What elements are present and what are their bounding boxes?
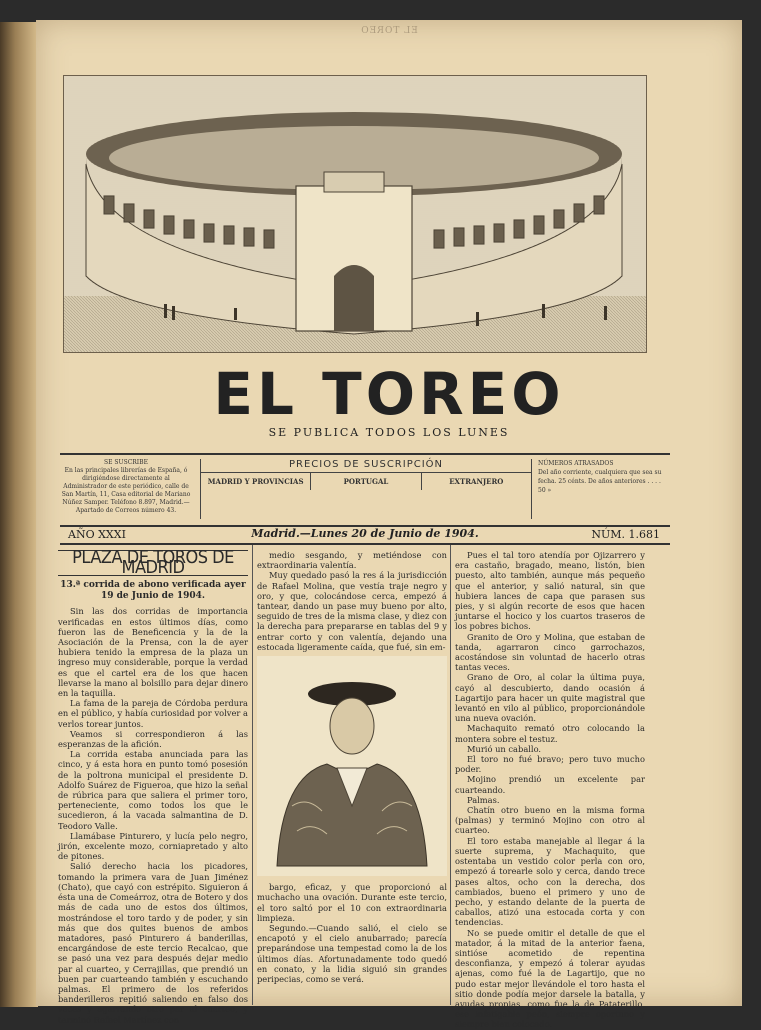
paragraph: Mojino prendió un excelente par cuarteando. [455,774,645,795]
paragraph: Pues el tal toro atendía por Ojizarrero y era castaño, bragado, meano, listón, bien puesto, alto también, aunque más pequeño que el anterior, y salió natural, sin que hubiera lances de capa que parasen sus pies, y si algún recorte de esos que hacen juntarse el hocico y los cuartos traseros de los pobres bichos. [455,550,645,632]
tagline: SE PUBLICA TODOS LOS LUNES [268,426,510,439]
paragraph: bargo, eficaz, y que proporcionó al muchacho una ovación. Durante este tercio, el toro saltó por el 10 con extraordinaria limpieza. [257,882,447,923]
paragraph: Grano de Oro, al colar la última puya, cayó al descubierto, dando ocasión á Lagartijo para hacer un quite magistral que levantó en vilo al público, proporcionándole una nueva ovación. [455,672,645,724]
issue-year: AÑO XXXI [68,528,126,541]
article-column-2 [257,550,447,1010]
back-issues-title: NÚMEROS ATRASADOS [538,460,614,467]
paragraph: Muy quedado pasó la res á la jurisdicción de Rafael Molina, que vestía traje negro y oro, y que, colocándose cerca, empezó á tantear, dando un pase muy bueno por alto, seguido de tres de la misma clase, y diez con la derecha para prepararse en tablas del 9 y entrar corto y con valentía, dejando una estocada ligeramente caída, que fué, sin em- [257,570,447,652]
article-column-1 [58,547,248,1025]
subscription-box [60,453,670,527]
paragraph: Segundo.—Cuando salió, el cielo se encapotó y el cielo anubarrado; parecía preparándose una tempestad como la de los últimos días. Afortunadamente todo quedó en conato, y la lidia siguió sin grandes peripecias, como se verá. [257,923,447,985]
bullring-illustration [64,76,646,352]
back-issues-text: Del año corriente, cualquiera que sea su fecha. 25 cénts. De años anteriores . . . . 50 » [538,469,662,494]
price-col-portugal: PORTUGAL [311,473,421,490]
issue-date: Madrid.—Lunes 20 de Junio de 1904. [251,527,479,540]
paragraph: Machaquito remató otro colocando la montera sobre el testuz. [455,723,645,744]
paragraph: Salió derecho hacia los picadores, tomando la primera vara de Juan Jiménez (Chato), que cayó con estrépito. Siguieron á ésta una de Comeárroz, otra de Botero y dos más de cada uno de estos dos últimos, mostrándose el toro tardo y de poder, y sin más que dos quites buenos de ambos matadores, pasó Pinturero á banderillas, encargándose de este tercio Recalcao, que se pasó una vez para después dejar medio par al cuarteo, y Cerrajillas, que prendió un buen par cuarteando también y escuchando palmas. El primero de los referidos banderilleros repitió saliendo en falso dos veces y agarrando otro par al cuarteo, y terminó Rafael Martínez con [58,861,248,1025]
paragraph: Veamos si correspondieron á las esperanzas de la afición. [58,728,248,750]
back-issues-info [538,459,670,495]
paragraph: El toro estaba manejable al llegar á la suerte suprema, y Machaquito, que ostentaba un vestido color perla con oro, empezó á torearle solo y cerca, dando trece pases altos, ocho con la derecha, dos cambiados, bueno el primero y uno de pecho, y estando delante de la puerta de caballos, atizó una estocada corta y con tendencias. [455,835,645,928]
price-col-madrid: MADRID Y PROVINCIAS [201,473,311,490]
paragraph: Granito de Oro y Molina, que estaban de tanda, agarraron cinco garrochazos, acostándose sin voluntad de hacerlo otras tantas veces. [455,631,645,673]
column-divider [252,545,253,1005]
bullring-engraving [63,75,647,353]
running-title: EL TOREO [360,26,418,36]
paragraph: Palmas. [467,794,500,805]
matador-portrait [257,656,447,876]
book-binding [0,22,38,1007]
paragraph: Llamábase Pinturero, y lucía pelo negro, jirón, excelente mozo, corniapretado y alto de pitones. [58,830,248,862]
newspaper-page [36,20,742,1030]
masthead-title: EL TOREO [213,360,565,428]
paragraph: La fama de la pareja de Córdoba perdura en el público, y había curiosidad por volver a verlos torear juntos. [58,698,248,729]
paragraph: Murió un caballo. [467,743,542,754]
article-column-3 [455,550,645,1030]
paragraph: No se puede omitir el detalle de que el matador, á la mitad de la anterior faena, sintióse acometido de repentina desconfianza, y empezó á tolerar ayudas ajenas, como fué la de Lagartijo, que no pudo estar mejor llevándole el toro hasta el sitio donde podía mejor darsele la batalla, y ayudas propias, como fue la de Pataterillo, ese infatigable peón, siempre oportuno y siempre bien colocado. [455,927,645,1030]
prices-title: PRECIOS DE SUSCRIPCIÓN [201,459,531,473]
price-columns [201,473,531,490]
article-subtitle: 13.ª corrida de abono verificada ayer 19 de Junio de 1904. [60,580,246,602]
subscribe-title: SE SUSCRIBE [104,459,148,466]
section-title: PLAZA DE TOROS DE MADRID [58,550,248,576]
paragraph: El toro no fué bravo; pero tuvo mucho poder. [455,754,645,775]
paragraph: La corrida estaba anunciada para las cinco, y á esta hora en punto tomó posesión de la poltrona municipal el presidente D. Adolfo Suárez de Figueroa, que hizo la señal de rúbrica para que saliera el primer toro, perteneciente, como todos los que le sucedieron, á la vacada salmantina de D. Teodoro Valle. [58,749,248,831]
column-divider [450,545,451,1005]
price-col-extranjero: EXTRANJERO [449,477,504,486]
paragraph: medio sesgando, y metiéndose con extraordinaria valentía. [257,550,447,571]
subscribe-text: En las principales librerías de España, ó dirigiéndose directamente al Administrador de este periódico, calle de San Martín, 11, Casa editorial de Mariano Núñez Samper. Teléfono 8.897, Madrid.—Apartado de Correos número 43. [61,467,191,514]
paragraph: Sin las dos corridas de importancia verificadas en estos últimos días, como fueron las de Beneficencia y la de la Asociación de la Prensa, con la de ayer hubiera tenido la empresa de la plaza un ingreso muy considerable, porque la verdad es que el cartel era de los que hacen llevarse la mano al bolsillo para dejar dinero en la taquilla. [58,606,248,699]
subscribe-info [60,459,192,515]
subscription-prices [200,459,532,519]
paragraph: Chatín otro bueno en la misma forma (palmas) y terminó Mojino con otro al cuarteo. [455,805,645,836]
issue-line [60,525,670,545]
issue-number: NÚM. 1.681 [591,528,660,541]
